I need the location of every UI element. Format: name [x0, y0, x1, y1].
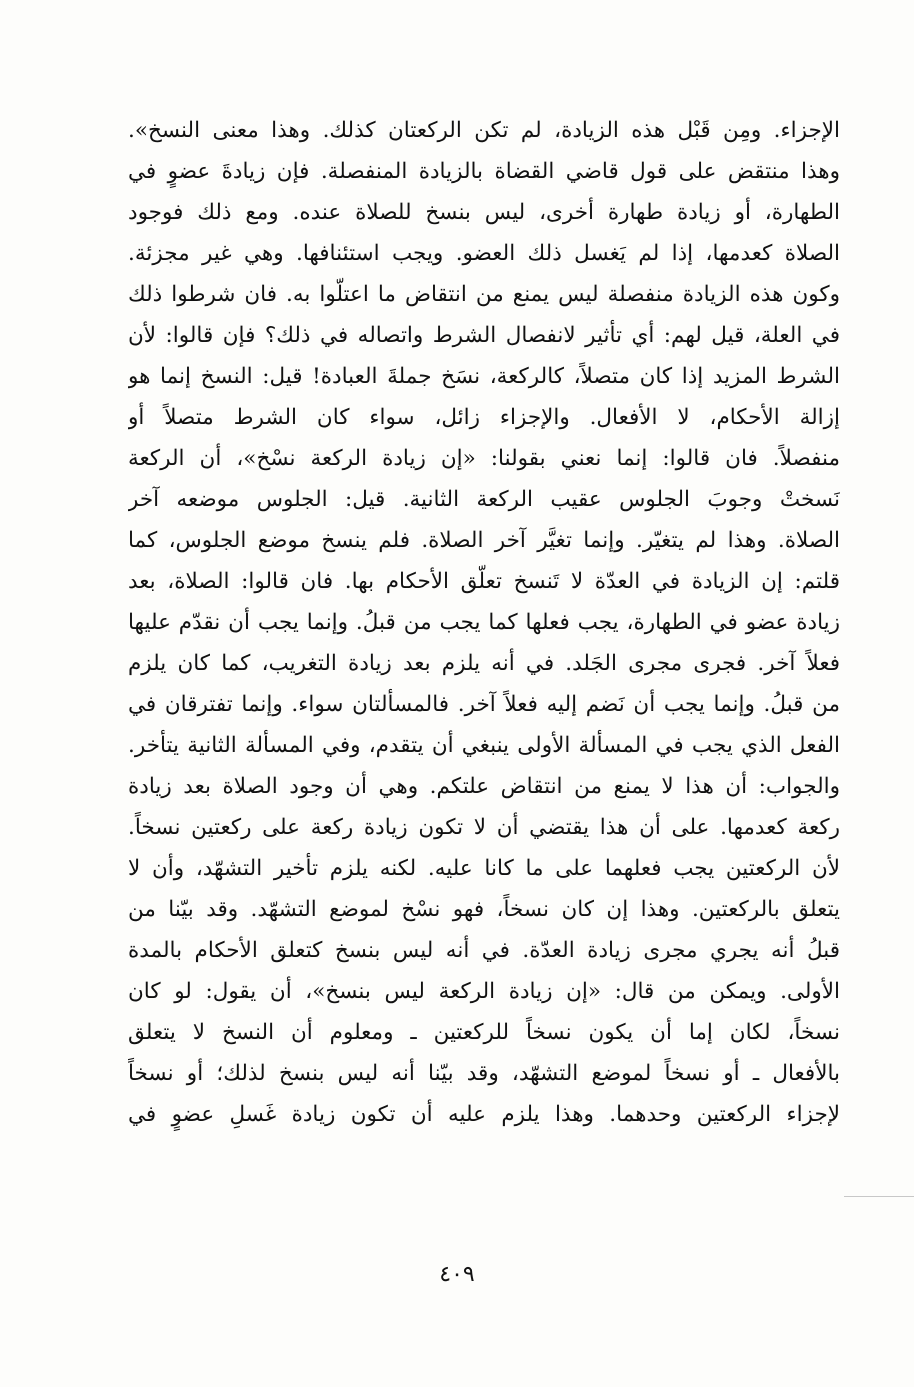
body-text — [128, 110, 840, 1135]
text-line-8: إزالة الأحكام، لا الأفعال. والإجزاء زائل، سواء كان الشرط متصلاً أو — [128, 405, 840, 430]
text-line-7: الشرط المزيد إذا كان متصلاً، كالركعة، نسَخ جملةَ العبادة! قيل: النسخ إنما هو — [128, 364, 840, 389]
text-line-16: الفعل الذي يجب في المسألة الأولى ينبغي أن يتقدم، وفي المسألة الثانية يتأخر. — [128, 733, 840, 758]
text-line-1: الإجزاء. ومِن قَبْل هذه الزيادة، لم تكن الركعتان كذلك. وهذا معنى النسخ». — [128, 118, 840, 143]
text-line-19: لأن الركعتين يجب فعلهما على ما كانا عليه. لكنه يلزم تأخير التشهّد، وأن لا — [128, 856, 840, 881]
text-line-2: وهذا منتقض على قول قاضي القضاة بالزيادة المنفصلة. فإن زيادةَ عضوٍ في — [128, 159, 840, 184]
text-line-20: يتعلق بالركعتين. وهذا إن كان نسخاً، فهو نسْخ لموضع التشهّد. وقد بيّنا من — [128, 897, 840, 922]
text-line-3: الطهارة، أو زيادة طهارة أخرى، ليس بنسخ للصلاة عنده. ومع ذلك فوجود — [128, 200, 840, 225]
text-line-13: زيادة عضو في الطهارة، يجب فعلها كما يجب من قبلُ. وإنما يجب أن نقدّم عليها — [128, 610, 840, 635]
text-line-17: والجواب: أن هذا لا يمنع من انتقاض علتكم. وهي أن وجود الصلاة بعد زيادة — [128, 774, 840, 799]
text-line-4: الصلاة كعدمها، إذا لم يَغسل ذلك العضو. ويجب استئنافها. وهي غير مجزئة. — [128, 241, 840, 266]
text-line-6: في العلة، قيل لهم: أي تأثير لانفصال الشرط واتصاله في ذلك؟ فإن قالوا: لأن — [128, 323, 840, 348]
page-number: ٤٠٩ — [439, 1262, 475, 1287]
text-line-11: الصلاة. وهذا لم يتغيّر. وإنما تغيَّر آخر الصلاة. فلم ينسخ موضع الجلوس، كما — [128, 528, 840, 553]
text-line-15: من قبلُ. وإنما يجب أن نَضم إليه فعلاً آخر. فالمسألتان سواء. وإنما تفترقان في — [128, 692, 840, 717]
text-line-21: قبلُ أنه يجري مجرى زيادة العدّة. في أنه ليس بنسخ كتعلق الأحكام بالمدة — [128, 938, 840, 963]
text-line-23: نسخاً، لكان إما أن يكون نسخاً للركعتين ـ ومعلوم أن النسخ لا يتعلق — [128, 1020, 840, 1045]
text-line-5: وكون هذه الزيادة منفصلة ليس يمنع من انتقاض ما اعتلّوا به. فان شرطوا ذلك — [128, 282, 840, 307]
text-line-9: منفصلاً. فان قالوا: إنما نعني بقولنا: «إن زيادة الركعة نسْخ»، أن الركعة — [128, 446, 840, 471]
text-line-12: قلتم: إن الزيادة في العدّة لا تَنسخ تعلّق الأحكام بها. فان قالوا: الصلاة، بعد — [128, 569, 840, 594]
text-line-10: نَسختْ وجوبَ الجلوس عقيب الركعة الثانية. قيل: الجلوس موضعه آخر — [128, 487, 840, 512]
text-line-25: لإجزاء الركعتين وحدهما. وهذا يلزم عليه أن تكون زيادة غَسلِ عضوٍ في — [128, 1102, 840, 1127]
text-line-14: فعلاً آخر. فجرى مجرى الجَلد. في أنه يلزم بعد زيادة التغريب، كما كان يلزم — [128, 651, 840, 676]
text-line-22: الأولى. ويمكن من قال: «إن زيادة الركعة ليس بنسخ»، أن يقول: لو كان — [128, 979, 840, 1004]
margin-scan-mark — [844, 1196, 914, 1197]
text-line-24: بالأفعال ـ أو نسخاً لموضع التشهّد، وقد بيّنا أنه ليس بنسخ لذلك؛ أو نسخاً — [128, 1061, 840, 1086]
text-line-18: ركعة كعدمها. على أن هذا يقتضي أن لا تكون زيادة ركعة على ركعتين نسخاً. — [128, 815, 840, 840]
